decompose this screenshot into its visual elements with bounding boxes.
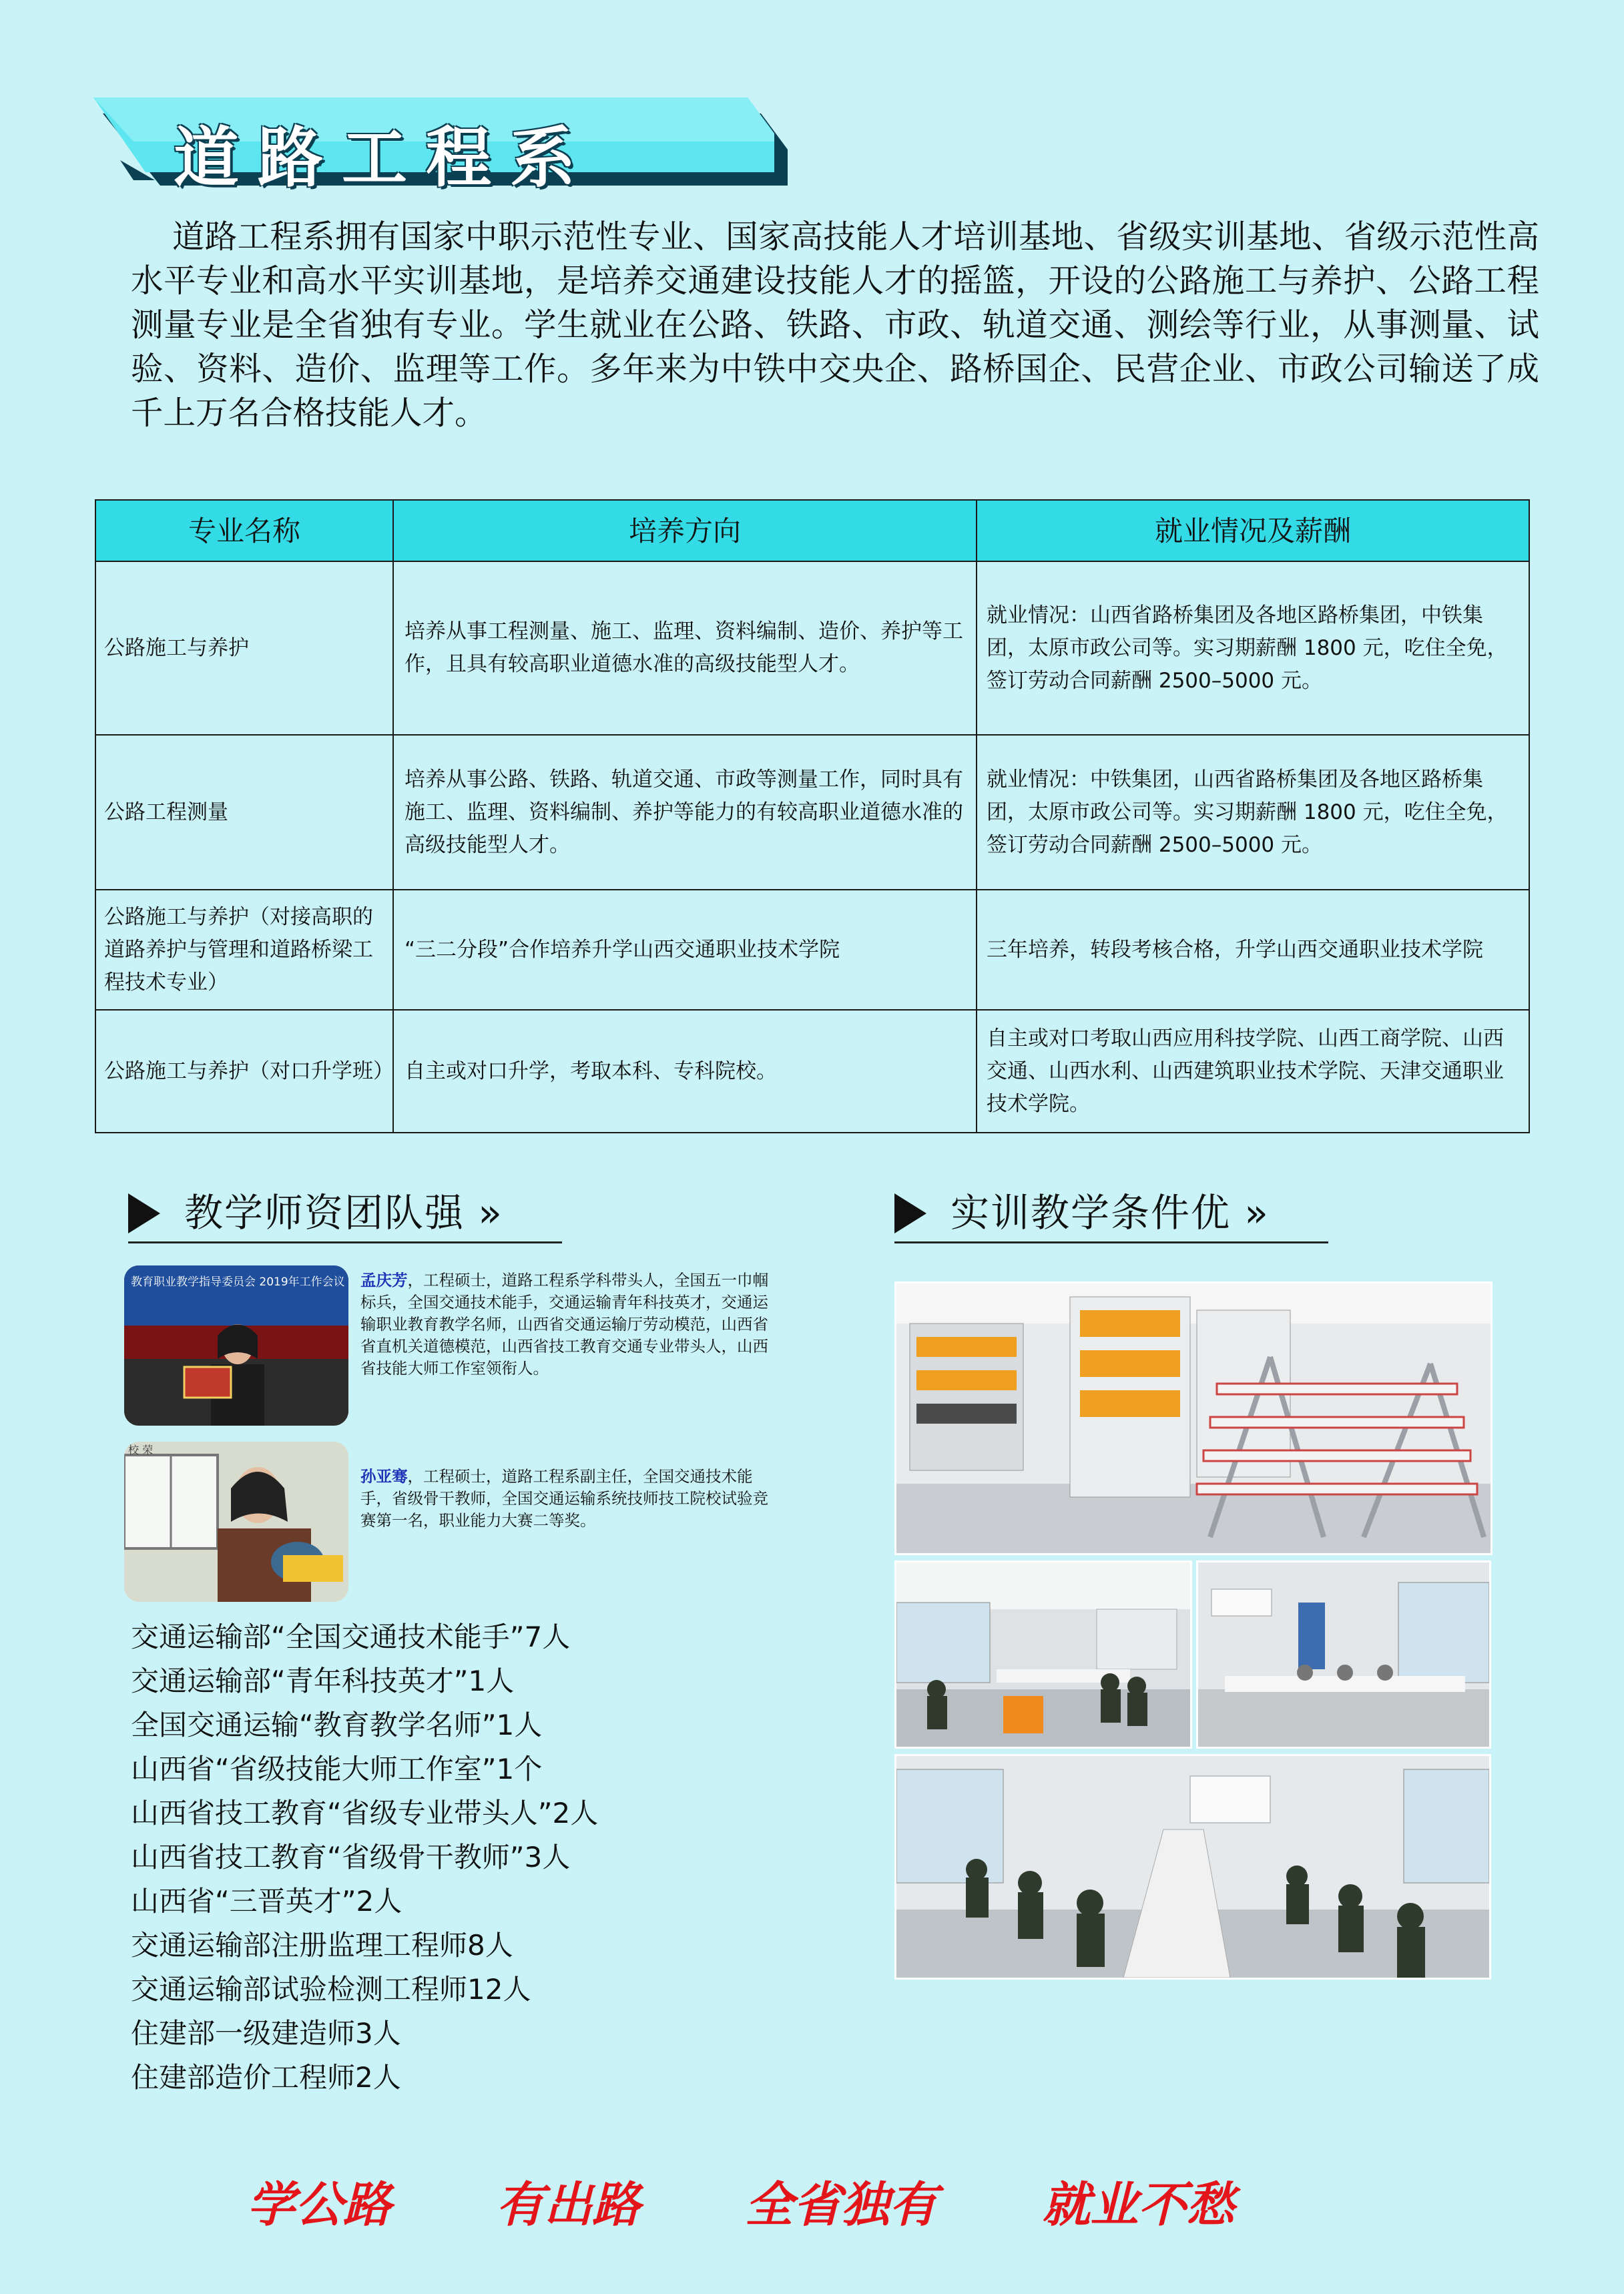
training-section-title: 实训教学条件优 » <box>951 1190 1270 1235</box>
lab-photo-equipment <box>894 1281 1493 1555</box>
training-direction: 培养从事工程测量、施工、监理、资料编制、造价、养护等工作，且具有较高职业道德水准的高级技能型人才。 <box>393 561 977 735</box>
teacher-name: 孙亚骞 <box>360 1467 408 1486</box>
training-direction: 培养从事公路、铁路、轨道交通、市政等测量工作，同时具有施工、监理、资料编制、养护等能力的有较高职业道德水准的高级技能型人才。 <box>393 735 977 890</box>
list-item: 全国交通运输“教育教学名师”1人 <box>131 1709 543 1741</box>
employment-info: 就业情况：中铁集团，山西省路桥集团及各地区路桥集团，太原市政公司等。实习期薪酬 1800 元，吃住全免，签订劳动合同薪酬 2500–5000 元。 <box>977 735 1529 890</box>
list-item: 交通运输部“全国交通技术能手”7人 <box>131 1621 571 1653</box>
table-row <box>95 1010 1529 1133</box>
list-item: 山西省技工教育“省级专业带头人”2人 <box>131 1797 599 1829</box>
major-name: 公路施工与养护 <box>95 561 393 735</box>
employment-info: 就业情况：山西省路桥集团及各地区路桥集团，中铁集团，太原市政公司等。实习期薪酬 1800 元，吃住全免，签订劳动合同薪酬 2500–5000 元。 <box>977 561 1529 735</box>
major-name: 公路工程测量 <box>95 735 393 890</box>
page-title: 道路工程系 <box>174 119 595 196</box>
teacher-photo-sun <box>124 1442 348 1602</box>
table-header-row <box>95 500 1529 561</box>
list-item: 住建部造价工程师2人 <box>131 2061 401 2094</box>
list-item: 住建部一级建造师3人 <box>131 2017 401 2050</box>
major-name: 公路施工与养护（对口升学班） <box>95 1010 393 1133</box>
slogan-item: 就业不愁 <box>1042 2176 1235 2233</box>
header-training-direction: 培养方向 <box>393 500 977 561</box>
teacher-desc: ，工程硕士，道路工程系副主任，全国交通技术能手，省级骨干教师，全国交通运输系统技师技工院校试验竞赛第一名，职业能力大赛二等奖。 <box>360 1467 768 1530</box>
intro-paragraph: 道路工程系拥有国家中职示范性专业、国家高技能人才培训基地、省级实训基地、省级示范性高水平专业和高水平实训基地，是培养交通建设技能人才的摇篮，开设的公路施工与养护、公路工程测量专业是全省独有专业。学生就业在公路、铁路、市政、轨道交通、测绘等行业，从事测量、试验、资料、造价、监理等工作。多年来为中铁中交央企、路桥国企、民营企业、市政公司输送了成千上万名合格技能人才。 <box>131 218 1539 432</box>
lab-photo-computer-room <box>894 1754 1491 1980</box>
header-major-name: 专业名称 <box>95 500 393 561</box>
photo-banner-text: 教育职业教学指导委员会 2019年工作会议 <box>131 1275 345 1289</box>
teacher-bio-meng <box>360 1269 781 1380</box>
list-item: 交通运输部试验检测工程师12人 <box>131 1973 531 2006</box>
lab-photo-classroom <box>894 1560 1192 1749</box>
teachers-section-header <box>128 1175 562 1243</box>
employment-info: 三年培养，转段考核合格，升学山西交通职业技术学院 <box>977 890 1529 1010</box>
slogan-item: 全省独有 <box>745 2176 938 2233</box>
teachers-section-title: 教学师资团队强 » <box>184 1190 503 1235</box>
training-direction: 自主或对口升学，考取本科、专科院校。 <box>393 1010 977 1133</box>
list-item: 山西省技工教育“省级骨干教师”3人 <box>131 1841 571 1874</box>
table-row <box>95 890 1529 1010</box>
table-row <box>95 561 1529 735</box>
slogan-item: 有出路 <box>496 2176 641 2233</box>
lab-photo-testing-room <box>1196 1560 1491 1749</box>
list-item: 交通运输部“青年科技英才”1人 <box>131 1665 515 1697</box>
slogan-item: 学公路 <box>247 2176 392 2233</box>
table-row <box>95 735 1529 890</box>
header-employment: 就业情况及薪酬 <box>977 500 1529 561</box>
slogan <box>247 2166 1234 2235</box>
training-section-header <box>894 1175 1328 1243</box>
photo-banner-text: 校 荣 <box>128 1444 154 1456</box>
teacher-desc: ，工程硕士，道路工程系学科带头人，全国五一巾帼标兵，全国交通技术能手，交通运输青年科技英才，交通运输职业教育教学名师，山西省交通运输厅劳动模范，山西省省直机关道德模范，山西省技工教育交通专业带头人，山西省技能大师工作室领衔人。 <box>360 1271 768 1378</box>
majors-table <box>95 499 1530 1133</box>
list-item: 山西省“三晋英才”2人 <box>131 1885 402 1918</box>
honors-list <box>131 1615 598 2100</box>
teacher-photo-meng <box>124 1265 348 1426</box>
list-item: 山西省“省级技能大师工作室”1个 <box>131 1753 543 1785</box>
teacher-bio-sun <box>360 1466 781 1532</box>
triangle-arrow-icon <box>894 1193 926 1233</box>
teacher-name: 孟庆芳 <box>360 1271 408 1289</box>
major-name: 公路施工与养护（对接高职的道路养护与管理和道路桥梁工程技术专业） <box>95 890 393 1010</box>
list-item: 交通运输部注册监理工程师8人 <box>131 1929 513 1962</box>
employment-info: 自主或对口考取山西应用科技学院、山西工商学院、山西交通、山西水利、山西建筑职业技术学院、天津交通职业技术学院。 <box>977 1010 1529 1133</box>
triangle-arrow-icon <box>128 1193 160 1233</box>
training-direction: “三二分段”合作培养升学山西交通职业技术学院 <box>393 890 977 1010</box>
